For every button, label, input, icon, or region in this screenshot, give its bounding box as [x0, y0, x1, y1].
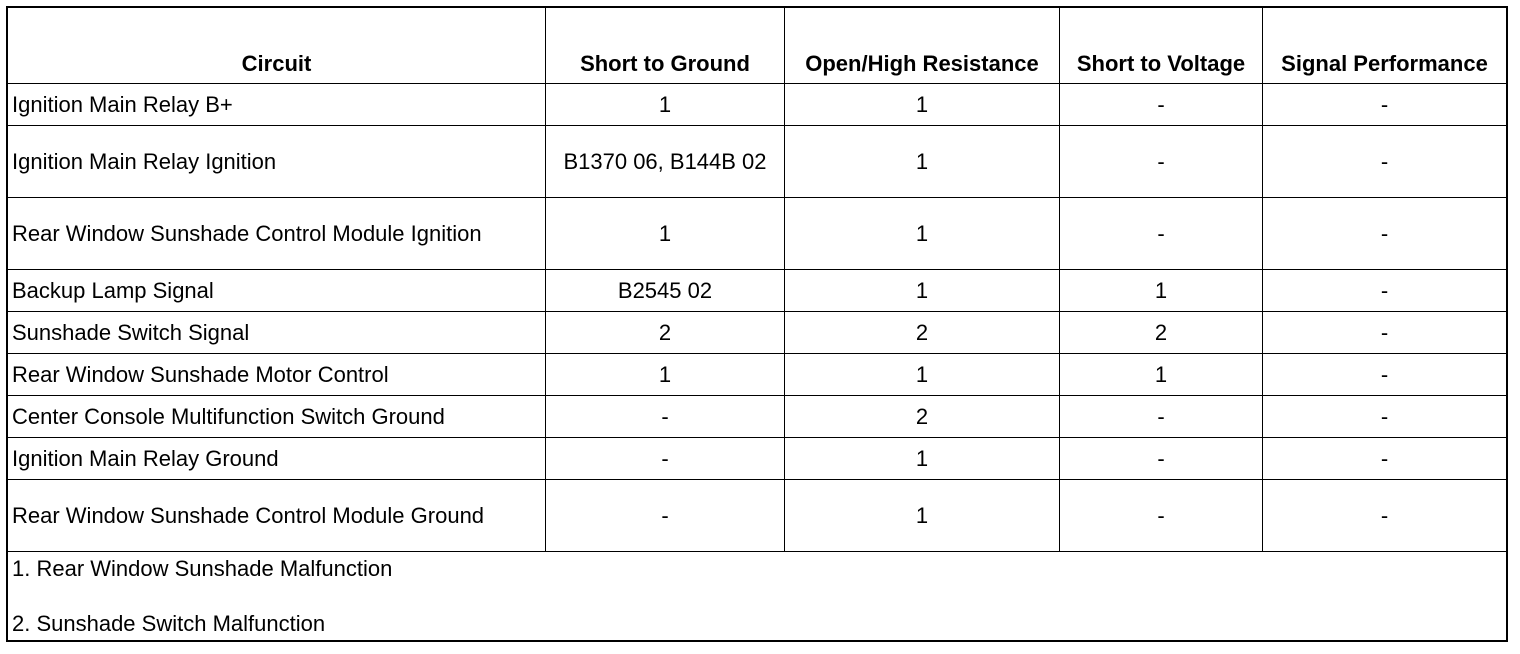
- header-short-to-ground: Short to Ground: [546, 8, 785, 84]
- cell-short-to-voltage: -: [1060, 126, 1263, 198]
- header-short-to-voltage: Short to Voltage: [1060, 8, 1263, 84]
- notes-cell: [8, 552, 1507, 641]
- cell-short-to-voltage: 2: [1060, 312, 1263, 354]
- cell-circuit: Rear Window Sunshade Control Module Ignition: [8, 198, 546, 270]
- cell-short-to-ground: -: [546, 396, 785, 438]
- cell-open-high-resistance: 1: [785, 198, 1060, 270]
- cell-circuit: Rear Window Sunshade Control Module Ground: [8, 480, 546, 552]
- cell-circuit: Center Console Multifunction Switch Ground: [8, 396, 546, 438]
- cell-open-high-resistance: 1: [785, 126, 1060, 198]
- table-row: [8, 126, 1507, 198]
- note-2: 2. Sunshade Switch Malfunction: [12, 611, 326, 636]
- cell-short-to-voltage: 1: [1060, 354, 1263, 396]
- cell-signal-performance: -: [1263, 396, 1507, 438]
- table-row: [8, 270, 1507, 312]
- cell-circuit: Ignition Main Relay Ignition: [8, 126, 546, 198]
- cell-short-to-ground: 1: [546, 198, 785, 270]
- cell-short-to-voltage: 1: [1060, 270, 1263, 312]
- table-row: [8, 198, 1507, 270]
- table-row: [8, 354, 1507, 396]
- table-row: [8, 312, 1507, 354]
- cell-open-high-resistance: 1: [785, 354, 1060, 396]
- cell-short-to-voltage: -: [1060, 396, 1263, 438]
- cell-circuit: Sunshade Switch Signal: [8, 312, 546, 354]
- header-signal-performance: Signal Performance: [1263, 8, 1507, 84]
- table-row: [8, 480, 1507, 552]
- cell-signal-performance: -: [1263, 126, 1507, 198]
- cell-circuit: Ignition Main Relay Ground: [8, 438, 546, 480]
- cell-open-high-resistance: 1: [785, 270, 1060, 312]
- cell-short-to-ground: 1: [546, 84, 785, 126]
- cell-circuit: Rear Window Sunshade Motor Control: [8, 354, 546, 396]
- cell-circuit: Ignition Main Relay B+: [8, 84, 546, 126]
- cell-short-to-ground: 2: [546, 312, 785, 354]
- header-row: [8, 8, 1507, 84]
- cell-short-to-ground: -: [546, 480, 785, 552]
- header-circuit: Circuit: [8, 8, 546, 84]
- cell-signal-performance: -: [1263, 354, 1507, 396]
- cell-short-to-ground: B1370 06, B144B 02: [546, 126, 785, 198]
- cell-open-high-resistance: 2: [785, 312, 1060, 354]
- table-row: [8, 396, 1507, 438]
- header-open-high-resistance: Open/High Resistance: [785, 8, 1060, 84]
- cell-short-to-ground: -: [546, 438, 785, 480]
- cell-open-high-resistance: 2: [785, 396, 1060, 438]
- cell-open-high-resistance: 1: [785, 438, 1060, 480]
- cell-short-to-voltage: -: [1060, 480, 1263, 552]
- cell-short-to-ground: 1: [546, 354, 785, 396]
- cell-signal-performance: -: [1263, 198, 1507, 270]
- cell-open-high-resistance: 1: [785, 480, 1060, 552]
- notes-row: [8, 552, 1507, 641]
- note-1: 1. Rear Window Sunshade Malfunction: [12, 556, 393, 581]
- cell-signal-performance: -: [1263, 270, 1507, 312]
- cell-signal-performance: -: [1263, 480, 1507, 552]
- cell-short-to-voltage: -: [1060, 198, 1263, 270]
- cell-circuit: Backup Lamp Signal: [8, 270, 546, 312]
- circuit-fault-table: [7, 7, 1507, 641]
- cell-open-high-resistance: 1: [785, 84, 1060, 126]
- cell-signal-performance: -: [1263, 438, 1507, 480]
- cell-signal-performance: -: [1263, 312, 1507, 354]
- table-row: [8, 84, 1507, 126]
- cell-short-to-ground: B2545 02: [546, 270, 785, 312]
- table-row: [8, 438, 1507, 480]
- cell-short-to-voltage: -: [1060, 84, 1263, 126]
- cell-signal-performance: -: [1263, 84, 1507, 126]
- cell-short-to-voltage: -: [1060, 438, 1263, 480]
